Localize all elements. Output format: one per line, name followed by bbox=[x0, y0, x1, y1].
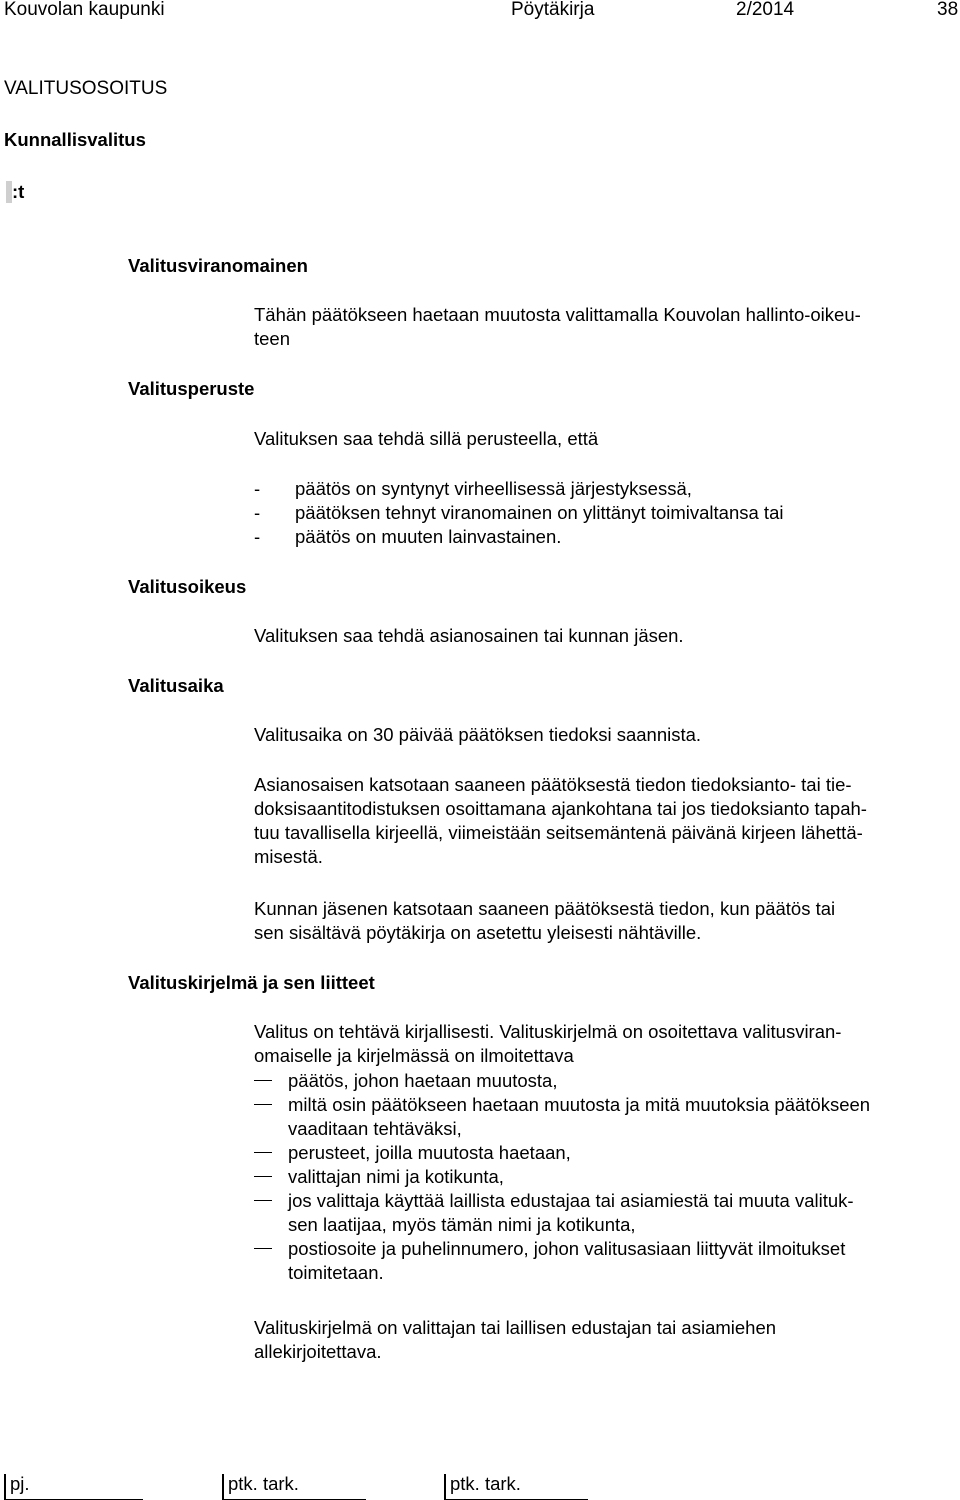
footer-ptk-tark-2: ptk. tark. bbox=[450, 1473, 521, 1494]
text-line: tuu tavallisella kirjeellä, viimeistään seitsemäntenä päivänä kirjeen lähettä- bbox=[254, 822, 863, 843]
footer-divider bbox=[444, 1474, 446, 1500]
label-valitusperuste: Valitusperuste bbox=[128, 378, 255, 399]
footer-divider bbox=[222, 1474, 224, 1500]
text-line: allekirjoitettava. bbox=[254, 1341, 382, 1362]
text-line: misestä. bbox=[254, 846, 323, 867]
kirjelma-list bbox=[254, 1069, 960, 1285]
list-item: perusteet, joilla muutosta haetaan, bbox=[254, 1141, 960, 1165]
text-line: Kunnan jäsenen katsotaan saaneen päätöksestä tiedon, kun päätös tai bbox=[254, 898, 836, 919]
dash-icon bbox=[254, 1152, 272, 1153]
dash-icon bbox=[254, 1104, 272, 1105]
header-doc-type: Pöytäkirja bbox=[511, 0, 595, 20]
aika-paragraph-3 bbox=[254, 897, 954, 945]
list-item: päätös, johon haetaan muutosta, bbox=[254, 1069, 960, 1093]
section-ref bbox=[6, 180, 24, 204]
kirjelma-outro bbox=[254, 1316, 954, 1364]
text-line: sen sisältävä pöytäkirja on asetettu yleisesti nähtäville. bbox=[254, 922, 702, 943]
oikeus-text: Valituksen saa tehdä asianosainen tai kunnan jäsen. bbox=[254, 625, 684, 646]
kirjelma-intro bbox=[254, 1020, 954, 1068]
text-line: omaiselle ja kirjelmässä on ilmoitettava bbox=[254, 1045, 574, 1066]
label-valituskirjelma: Valituskirjelmä ja sen liitteet bbox=[128, 972, 375, 993]
text-line: doksisaantitodistuksen osoittamana ajankohtana tai jos tiedoksianto tapah- bbox=[254, 798, 867, 819]
list-item: valittajan nimi ja kotikunta, bbox=[254, 1165, 960, 1189]
aika-paragraph-2 bbox=[254, 773, 954, 869]
list-item: jos valittaja käyttää laillista edustajaa tai asiamiestä tai muuta valituk- sen laatijaa, myös tämän nimi ja kotikunta, bbox=[254, 1189, 960, 1237]
section-ref-text: :t bbox=[12, 181, 25, 202]
label-valitusoikeus: Valitusoikeus bbox=[128, 576, 247, 597]
label-valitusviranomainen: Valitusviranomainen bbox=[128, 255, 308, 276]
text-line: Tähän päätökseen haetaan muutosta valittamalla Kouvolan hallinto-oikeu- bbox=[254, 304, 861, 325]
dash-icon bbox=[254, 1176, 272, 1177]
text-line: Valituskirjelmä on valittajan tai laillisen edustajan tai asiamiehen bbox=[254, 1317, 777, 1338]
peruste-intro: Valituksen saa tehdä sillä perusteella, että bbox=[254, 428, 599, 449]
page-title: VALITUSOSOITUS bbox=[4, 78, 168, 99]
label-valitusaika: Valitusaika bbox=[128, 675, 224, 696]
dash-icon bbox=[254, 1080, 272, 1081]
text-line: Asianosaisen katsotaan saaneen päätöksestä tiedon tiedoksianto- tai tie- bbox=[254, 774, 852, 795]
dash-icon bbox=[254, 1248, 272, 1249]
header-page-number: 38 bbox=[937, 0, 959, 20]
aika-text: Valitusaika on 30 päivää päätöksen tiedoksi saannista. bbox=[254, 724, 702, 745]
footer-divider bbox=[4, 1474, 6, 1500]
footer-ptk-tark-1: ptk. tark. bbox=[228, 1473, 299, 1494]
signature-footer bbox=[0, 1472, 960, 1500]
list-item: miltä osin päätökseen haetaan muutosta ja mitä muutoksia päätökseen vaaditaan tehtäväksi, bbox=[254, 1093, 960, 1141]
text-line: teen bbox=[254, 328, 291, 349]
page-subtitle: Kunnallisvalitus bbox=[4, 129, 146, 150]
header-org: Kouvolan kaupunki bbox=[4, 0, 165, 20]
viranomainen-text bbox=[254, 303, 954, 351]
header-number: 2/2014 bbox=[736, 0, 795, 20]
footer-pj: pj. bbox=[10, 1473, 30, 1494]
dash-icon bbox=[254, 1200, 272, 1201]
text-line: Valitus on tehtävä kirjallisesti. Valituskirjelmä on osoitettava valitusviran- bbox=[254, 1021, 842, 1042]
list-item: postiosoite ja puhelinnumero, johon valitusasiaan liittyvät ilmoitukset toimitetaan. bbox=[254, 1237, 960, 1285]
